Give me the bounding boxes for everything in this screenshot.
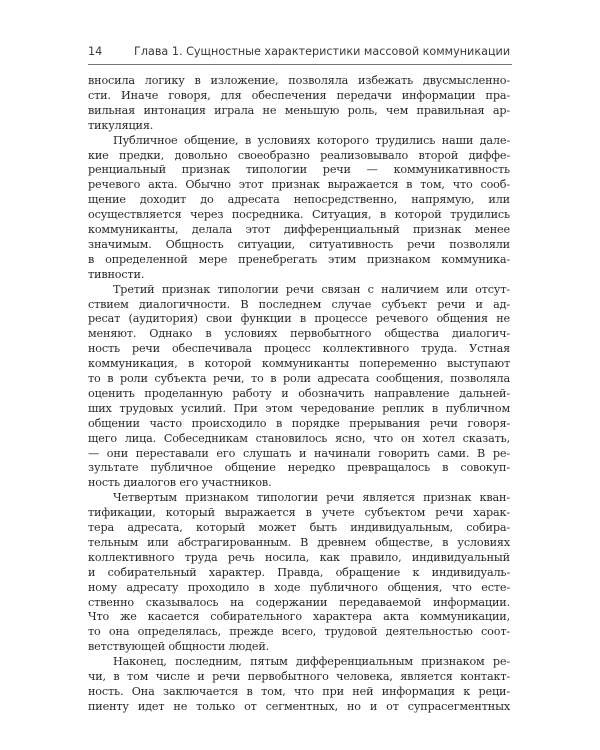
text-line: коммуникация, в которой коммуниканты попеременно выступают — [88, 357, 510, 371]
text-line: Третий признак типологии речи связан с наличием или отсут- — [113, 282, 510, 296]
text-line: ресат (аудитория) свои функции в процессе речевого общения не — [88, 312, 510, 326]
text-line: меняют. Однако в условиях первобытного общества диалогич- — [88, 327, 510, 341]
text-line: Публичное общение, в условиях которого трудились наши дале- — [113, 133, 510, 147]
text-line: чи, в том числе и речи первобытного человека, является контакт- — [88, 670, 510, 683]
text-line: тельным или абстрагированным. В древнем обществе, в условиях — [88, 535, 510, 549]
text-line: ному адресату проходило в ходе публичного общения, что есте- — [88, 580, 510, 594]
text-line: общении часто происходило в порядке прерывания речи говоря- — [88, 416, 510, 430]
text-line: ренциальный признак типологии речи — коммуникативность — [88, 163, 510, 177]
text-line: коллективного труда речь носила, как правило, индивидуальный — [88, 550, 510, 564]
text-line: кие предки, довольно своеобразно реализовывало второй диффе- — [88, 148, 510, 162]
text-line: ственно сказывалось на содержании передаваемой информации. — [88, 595, 510, 609]
running-header — [88, 45, 510, 58]
text-line: и собирательный характер. Правда, обращение к индивидуаль- — [88, 565, 510, 579]
text-line: в определенной мере пренебрегать этим признаком коммуника- — [88, 252, 510, 266]
text-line: вильная интонация играла не меньшую роль, чем правильная ар- — [88, 103, 510, 117]
text-line: тикуляция. — [88, 118, 154, 132]
chapter-title: Глава 1. Сущностные характеристики массовой коммуникации — [134, 45, 511, 58]
text-line: Наконец, последним, пятым дифференциальным признаком ре- — [113, 655, 510, 669]
text-line: то она определялась, прежде всего, трудовой деятельностью соот- — [88, 625, 510, 639]
text-line: Что же касается собирательного характера акта коммуникации, — [88, 610, 510, 624]
text-line: вносила логику в изложение, позволяла избежать двусмысленно- — [88, 74, 510, 87]
text-line: ветствующей общности людей. — [88, 640, 270, 654]
text-line: тивности. — [88, 267, 145, 281]
text-line: значимым. Общность ситуации, ситуативность речи позволяли — [88, 237, 510, 251]
header-rule — [88, 64, 512, 65]
text-line: ность речи обеспечивала процесс коллективного труда. Устная — [88, 342, 510, 356]
text-line: осуществляется через посредника. Ситуация, в которой трудились — [88, 208, 510, 222]
text-line: речевого акта. Обычно этот признак выражается в том, что сооб- — [88, 178, 510, 192]
text-line: — они переставали его слушать и начинали говорить сами. В ре- — [88, 446, 510, 460]
text-line: зультате публичное общение нередко превращалось в совокуп- — [88, 461, 510, 475]
text-line: тера адресата, который может быть индивидуальным, собира- — [88, 521, 510, 534]
text-line: щение доходит до адресата непосредственно, напрямую, или — [88, 193, 510, 207]
text-line: тификации, который выражается в учете субъектом речи харак- — [88, 506, 510, 520]
text-line: то в роли субъекта речи, то в роли адресата сообщения, позволяла — [88, 372, 510, 385]
text-line: оценить проделанную работу и обозначить направление дальней- — [88, 386, 510, 400]
text-line: пиенту идет не только от сегментных, но и от супрасегментных — [88, 699, 510, 713]
text-line: коммуниканты, делала этот дифференциальный признак менее — [88, 223, 510, 236]
text-line: сти. Иначе говоря, для обеспечения передачи информации пра- — [88, 88, 510, 102]
text-line: ших трудовых усилий. При этом чередование реплик в публичном — [88, 401, 510, 415]
text-line: ность диалогов его участников. — [88, 476, 272, 490]
text-line: ствием диалогичности. В последнем случае субъект речи и ад- — [88, 297, 510, 311]
text-line: Четвертым признаком типологии речи является признак кван- — [113, 491, 510, 505]
text-line: щего лица. Собеседникам становилось ясно, что он хотел сказать, — [88, 431, 510, 445]
text-line: ность. Она заключается в том, что при ней информация к реци- — [88, 684, 510, 698]
page-number: 14 — [88, 45, 103, 58]
